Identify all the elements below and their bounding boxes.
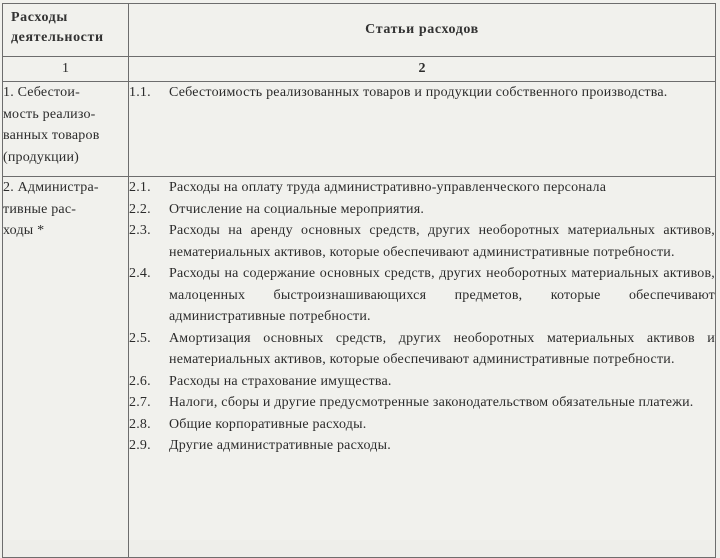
item-code: 2.8. bbox=[129, 416, 151, 432]
item-text: Амортизация основных средств, других необоротных материальных активов и нематериальных активов, которые обеспечивают административные потребности. bbox=[169, 330, 715, 367]
item-code: 2.2. bbox=[129, 201, 151, 217]
column-number-1: 1 bbox=[3, 57, 129, 82]
item-code: 2.5. bbox=[129, 330, 151, 346]
item-text: Расходы на аренду основных средств, других необоротных материальных активов, нематериальных активов, которые обеспечивают административные потребности. bbox=[169, 223, 715, 260]
item-code: 2.1. bbox=[129, 180, 151, 195]
item-text: Налоги, сборы и другие предусмотренные законодательством обязательные платежи. bbox=[169, 395, 694, 410]
items-cell bbox=[129, 177, 716, 558]
item-text: Расходы на оплату труда административно-управленческого персонала bbox=[169, 180, 607, 195]
list-item bbox=[129, 371, 715, 393]
item-code: 2.7. bbox=[129, 395, 151, 410]
list-item bbox=[129, 220, 715, 263]
category-administrative-expenses: 2. Администра- тивные рас- ходы * bbox=[3, 177, 129, 558]
expenses-table bbox=[2, 3, 716, 558]
item-code: 2.6. bbox=[129, 373, 151, 389]
table-row bbox=[3, 82, 716, 177]
item-code: 2.4. bbox=[129, 266, 151, 281]
category-cost-of-goods: 1. Себестои- мость реализо- ванных товаров (продукции) bbox=[3, 82, 129, 177]
table-row bbox=[3, 177, 716, 558]
list-item bbox=[129, 414, 715, 436]
list-item bbox=[129, 392, 715, 414]
item-text: Отчисление на социальные мероприятия. bbox=[169, 201, 425, 217]
header-activity-expenses: Расходы деятельности bbox=[3, 4, 129, 57]
list-item bbox=[129, 82, 715, 104]
item-code: 2.3. bbox=[129, 223, 151, 238]
item-text: Расходы на содержание основных средств, других необоротных материальных активов, малоценных быстроизнашивающихся предметов, которые обеспечивают административные потребности. bbox=[169, 266, 715, 324]
item-code: 1.1. bbox=[129, 85, 151, 100]
header-expense-items: Статьи расходов bbox=[129, 4, 716, 57]
item-text: Другие административные расходы. bbox=[169, 438, 391, 453]
list-item bbox=[129, 177, 715, 199]
column-number-2: 2 bbox=[129, 57, 716, 82]
item-text: Расходы на страхование имущества. bbox=[169, 373, 392, 389]
items-cell bbox=[129, 82, 716, 177]
list-item bbox=[129, 199, 715, 221]
item-text: Себестоимость реализованных товаров и продукции собственного производства. bbox=[169, 85, 668, 100]
header-row bbox=[3, 4, 716, 57]
column-number-row bbox=[3, 57, 716, 82]
list-item bbox=[129, 328, 715, 371]
list-item bbox=[129, 263, 715, 328]
list-item bbox=[129, 435, 715, 457]
item-code: 2.9. bbox=[129, 438, 151, 453]
item-text: Общие корпоративные расходы. bbox=[169, 416, 367, 432]
